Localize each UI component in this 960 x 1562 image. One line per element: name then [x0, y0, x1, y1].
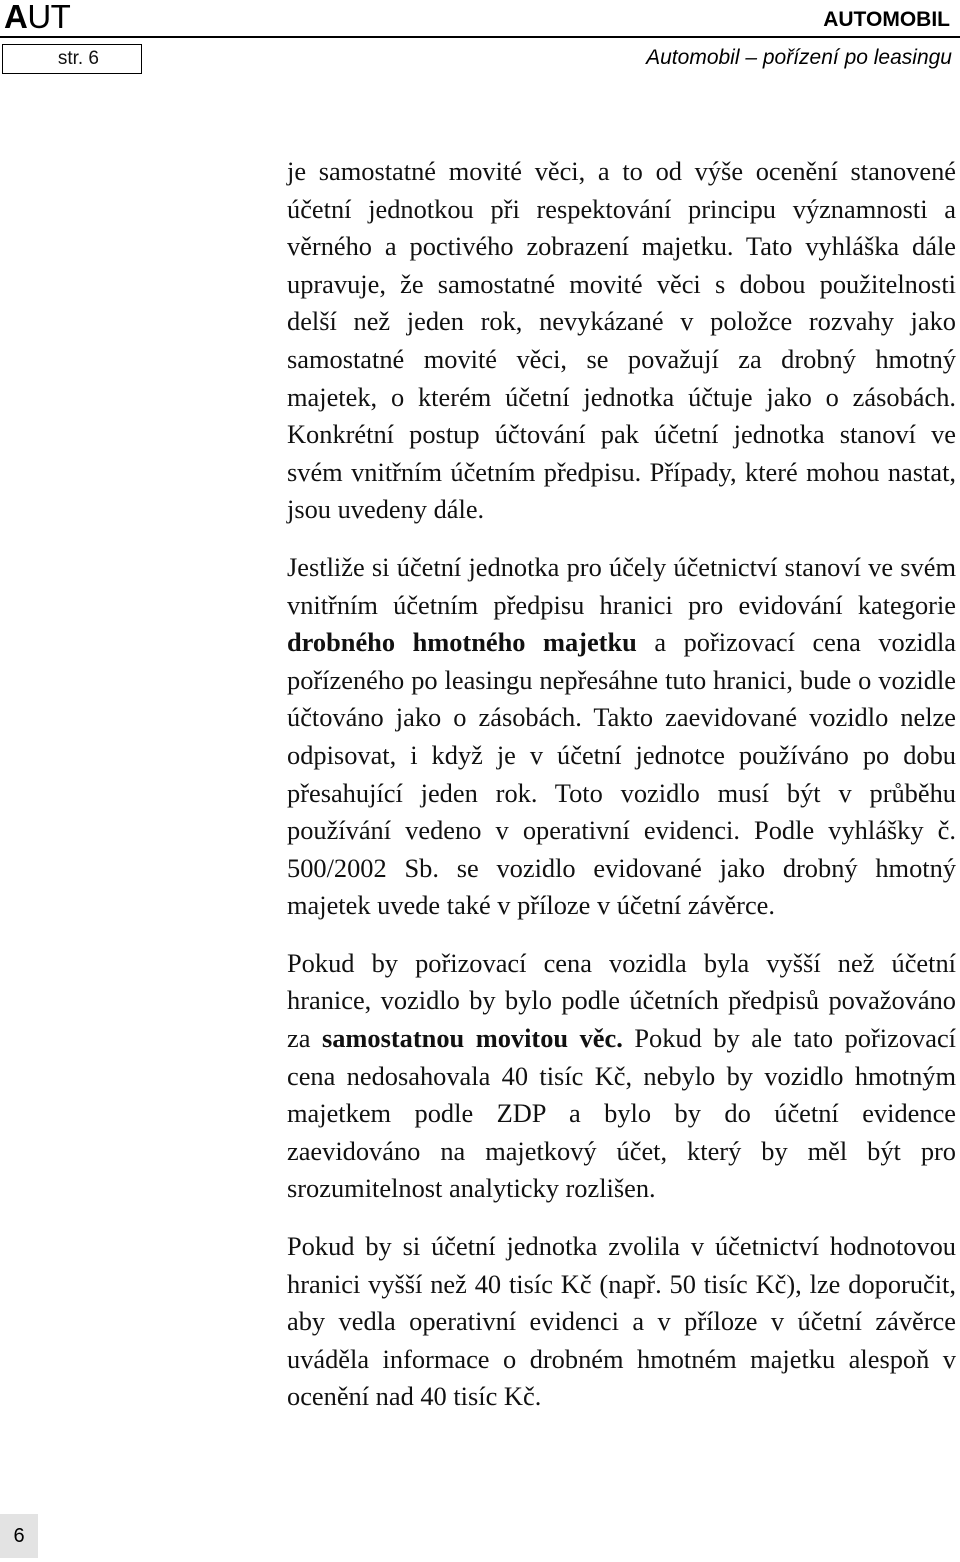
term-drobny-hmotny-majetek: drobného hmotného majetku [287, 627, 637, 658]
article-subtitle: Automobil – pořízení po leasingu [646, 46, 952, 69]
paragraph-3-text-b: Pokud by ale tato pořizovací cena nedosahovala 40 tisíc Kč, nebylo by vozidlo hmotným majetkem podle ZDP a bylo by do účetní evidence zaevidováno na majetkový účet, který by měl být pro srozumitelnost analyticky rozlišen. [287, 1023, 956, 1204]
paragraph-3-text-a: Pokud by pořizovací cena vozidla byla vyšší než účetní hranice, vozidlo by bylo podle účetních předpisů považováno za [287, 947, 956, 1054]
logo-letter-a: A [4, 0, 28, 35]
paragraph-2-text-b: a pořizovací cena vozidla pořízeného po leasingu nepřesáhne tuto hranici, bude o vozidle účtováno jako o zásobách. Takto zaevidované vozidlo nelze odpisovat, i když je v účetní jednotce používáno po dobu přesahující jeden rok. Toto vozidlo musí být v průběhu používání vedeno v operativní evidenci. Podle vyhlášky č. 500/2002 Sb. se vozidlo evidované jako drobný hmotný majetek uvede také v příloze v účetní závěrce. [287, 627, 956, 921]
paragraph-2-text-a: Jestliže si účetní jednotka pro účely účetnictví stanoví ve svém vnitřním účetním předpisu hranici pro evidování kategorie [287, 551, 956, 620]
publication-logo [4, 0, 70, 36]
paragraph-3 [287, 945, 956, 1208]
paragraph-2 [287, 549, 956, 925]
header-divider [0, 36, 960, 38]
term-samostatna-movita-vec: samostatnou movitou věc. [321, 1023, 623, 1054]
logo-letters-ut: UT [27, 0, 71, 35]
page-number: 6 [0, 1514, 38, 1558]
paragraph-4 [287, 1228, 956, 1416]
paragraph-1-text: je samostatné movité věci, a to od výše ocenění stanovené účetní jednotkou při respektování principu významnosti a věrného a poctivého zobrazení majetku. Tato vyhláška dále upravuje, že samostatné movité věci s dobou použitelnosti delší než jeden rok, nevykázané v položce rozvahy jako samostatné movité věci, se považují za drobný hmotný majetek, o kterém účetní jednotka účtuje jako o zásobách. Konkrétní postup účtování pak účetní jednotka stanoví ve svém vnitřním účetním předpisu. Případy, které mohou nastat, jsou uvedeny dále. [287, 156, 956, 525]
page-label-box: str. 6 [2, 44, 142, 74]
section-category: AUTOMOBIL [823, 8, 950, 31]
article-body [287, 153, 956, 1436]
paragraph-1 [287, 153, 956, 529]
paragraph-4-text: Pokud by si účetní jednotka zvolila v účetnictví hodnotovou hranici vyšší než 40 tisíc Kč (např. 50 tisíc Kč), lze doporučit, aby vedla operativní evidenci a v příloze v účetní závěrce uváděla informace o drobném hmotném majetku alespoň v ocenění nad 40 tisíc Kč. [287, 1231, 956, 1412]
